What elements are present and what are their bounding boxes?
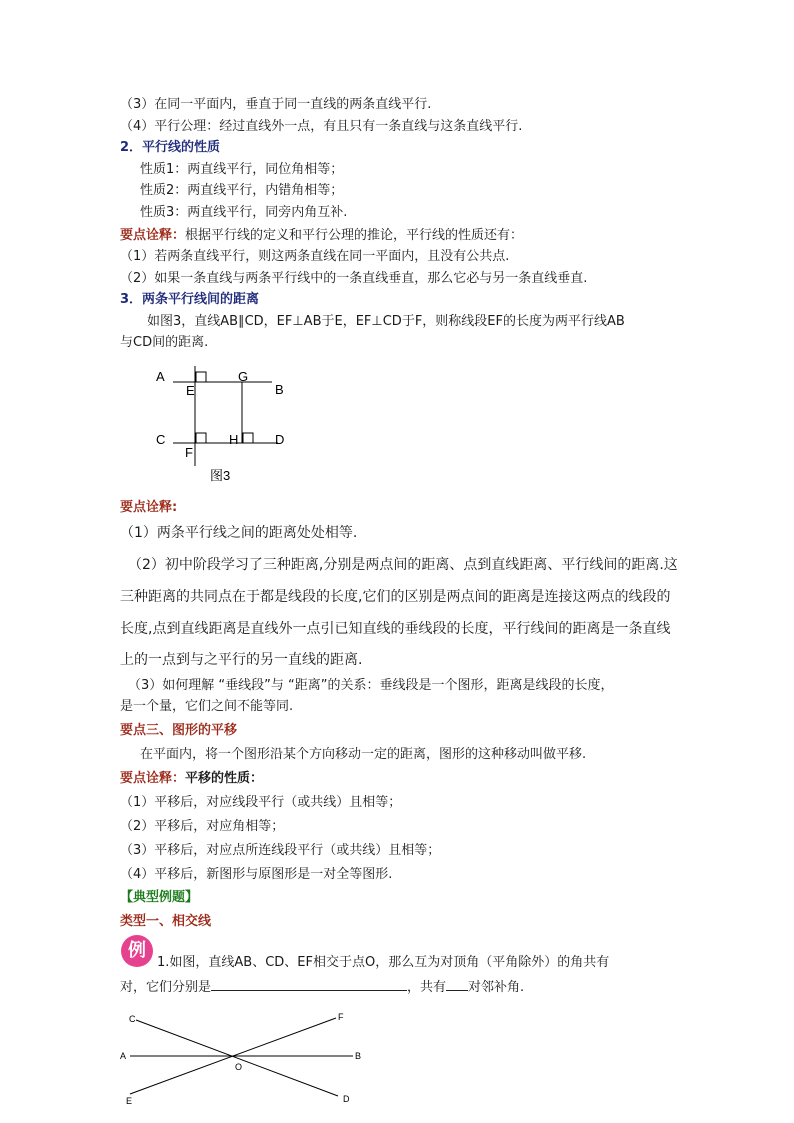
text-line: （2）如果一条直线与两条平行线中的一条直线垂直，那么它必与另一条直线垂直. [120, 271, 588, 286]
label-A: A [120, 1051, 127, 1061]
text-line: （3）在同一平面内，垂直于同一直线的两条直线平行. [120, 97, 432, 112]
text-line: （3）如何理解 “垂线段”与 “距离”的关系：垂线段是一个图形，距离是线段的长度， [128, 678, 614, 693]
figure-caption: 图3 [210, 468, 231, 483]
key-note-label: 要点诠释： [120, 228, 186, 243]
question-text-part: 对，它们分别是 [120, 980, 212, 995]
label-F: F [185, 445, 193, 460]
text-line: （1）若两条直线平行，则这两条直线在同一平面内，且没有公共点. [120, 249, 510, 264]
label-G: G [238, 369, 249, 384]
section-heading: 类型一、相交线 [120, 914, 212, 929]
section-heading: 2．平行线的性质 [120, 140, 221, 155]
text-line: （2）初中阶段学习了三种距离,分别是两点间的距离、点到直线距离、平行线间的距离.这 [128, 557, 678, 573]
label-B: B [355, 1051, 362, 1061]
label-A: A [156, 369, 165, 384]
text-line: 与CD间的距离. [120, 335, 209, 350]
section-heading: 要点三、图形的平移 [120, 723, 238, 738]
text-line: 如图3，直线AB∥CD，EF⊥AB于E，EF⊥CD于F，则称线段EF的长度为两平行线AB [147, 314, 625, 329]
text-line: 上的一点到与之平行的另一直线的距离. [120, 652, 363, 668]
section-heading: 【典型例题】 [120, 890, 199, 905]
key-note-text: 平移的性质： [185, 771, 264, 786]
question-text-part: ，共有 [407, 980, 447, 995]
label-O: O [235, 1062, 243, 1072]
key-note-line [120, 227, 523, 245]
text-line: 长度,点到直线距离是直线外一点引已知直线的垂线段的长度，平行线间的距离是一条直线 [120, 621, 671, 637]
text-line: 是一个量，它们之间不能等同. [120, 699, 294, 714]
label-E: E [126, 1096, 133, 1106]
label-H: H [229, 432, 239, 447]
label-C: C [129, 1014, 136, 1024]
label-C: C [156, 432, 166, 447]
key-note-line [120, 770, 263, 788]
answer-blank[interactable] [446, 976, 468, 991]
label-E: E [186, 383, 195, 398]
label-D: D [275, 432, 285, 447]
question-text: 1.如图，直线AB、CD、EF相交于点O，那么互为对顶角（平角除外）的角共有 [157, 955, 610, 970]
text-line: 三种距离的共同点在于都是线段的长度,它们的区别是两点间的距离是连接这两点的线段的 [120, 589, 671, 605]
label-F: F [338, 1012, 344, 1022]
question-text-part: 对邻补角. [468, 980, 525, 995]
text-line: （2）平移后，对应角相等； [120, 819, 285, 834]
text-line: 性质2：两直线平行，内错角相等； [140, 183, 344, 198]
question-text [120, 976, 524, 997]
key-note-label: 要点诠释： [120, 771, 186, 786]
text-line: （4）平行公理：经过直线外一点，有且只有一条直线与这条直线平行. [120, 119, 523, 134]
text-line: （4）平移后，新图形与原图形是一对全等图形. [120, 867, 393, 882]
figure-intersecting-lines [118, 1008, 368, 1113]
text-line: 在平面内，将一个图形沿某个方向移动一定的距离，图形的这种移动叫做平移. [140, 747, 587, 762]
section-heading: 3．两条平行线间的距离 [120, 292, 260, 307]
label-D: D [343, 1094, 350, 1104]
key-note-text: 根据平行线的定义和平行公理的推论，平行线的性质还有： [185, 228, 524, 243]
figure-3 [150, 362, 300, 487]
text-line: 性质3：两直线平行，同旁内角互补. [140, 205, 348, 220]
answer-blank[interactable] [211, 976, 407, 991]
example-badge: 例 [121, 935, 153, 967]
label-B: B [275, 382, 284, 397]
text-line: （1）两条平行线之间的距离处处相等. [120, 525, 358, 541]
key-note-label: 要点诠释: [120, 500, 178, 515]
text-line: （1）平移后，对应线段平行（或共线）且相等； [120, 795, 402, 810]
text-line: （3）平移后，对应点所连线段平行（或共线）且相等； [120, 843, 441, 858]
text-line: 性质1：两直线平行，同位角相等； [140, 162, 344, 177]
